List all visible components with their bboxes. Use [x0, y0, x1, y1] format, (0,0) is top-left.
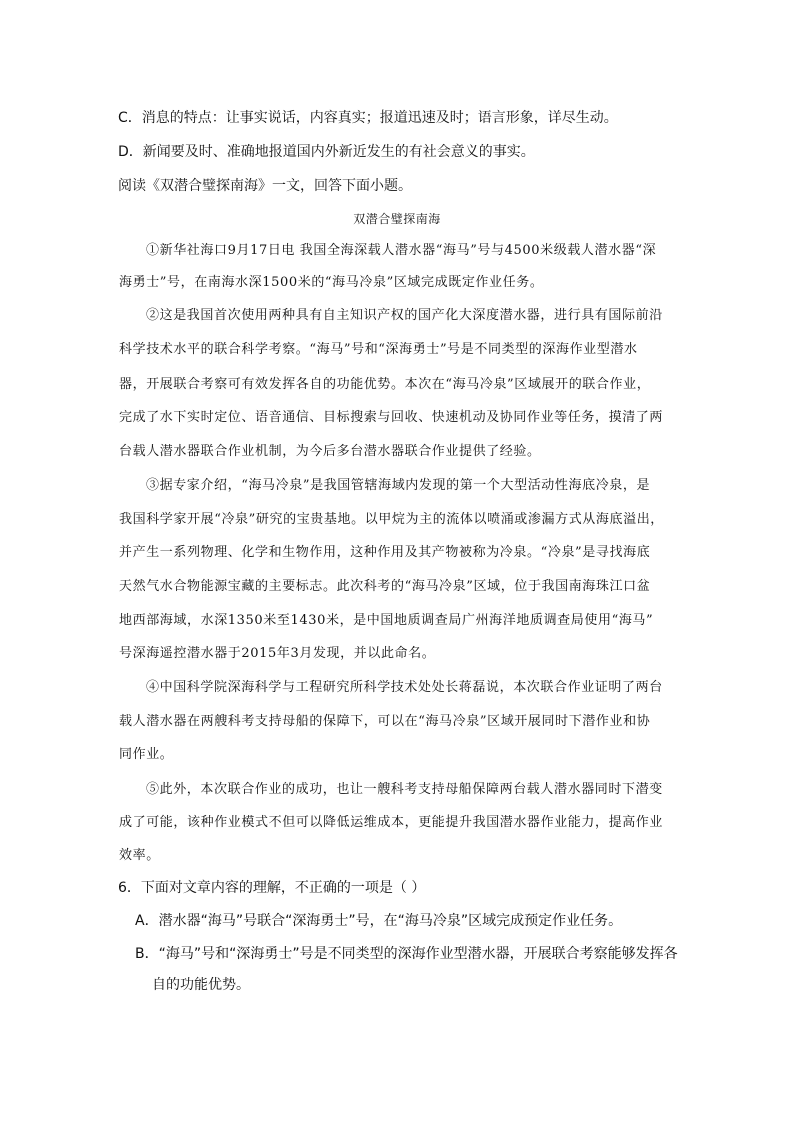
article-line: 效率。 [119, 848, 160, 863]
article-line: 载人潜水器在两艘科考支持母船的保障下，可以在“海马冷泉”区域开展同时下潜作业和协 [119, 714, 651, 729]
article-line: 器，开展联合考察可有效发挥各自的功能优势。本次在“海马冷泉”区域展开的联合作业， [119, 377, 651, 392]
article-line: 地西部海域，水深1350米至1430米，是中国地质调查局广州海洋地质调查局使用“海马” [119, 613, 654, 628]
article-line: ②这是我国首次使用两种具有自主知识产权的国产化大深度潜水器，进行具有国际前沿 [146, 308, 663, 323]
article-line: 同作业。 [119, 747, 174, 762]
article-title: 双潜合璧探南海 [353, 212, 441, 226]
article-line: 台载人潜水器联合作业机制，为今后多台潜水器联合作业提供了经验。 [119, 444, 541, 459]
question-option-b: B．“海马”号和“深海勇士”号是不同类型的深海作业型潜水器，开展联合考察能够发挥各 [135, 946, 678, 962]
article-line: 海勇士”号，在南海水深1500米的“海马冷泉”区域完成既定作业任务。 [119, 275, 544, 290]
article-line: 并产生一系列物理、化学和生物作用，这种作用及其产物被称为冷泉。“冷泉”是寻找海底 [119, 545, 651, 560]
article-line: 我国科学家开展“冷泉”研究的宝贵基地。以甲烷为主的流体以喷涌或渗漏方式从海底溢出， [119, 512, 664, 527]
article-line: ⑤此外，本次联合作业的成功，也让一艘科考支持母船保障两台载人潜水器同时下潜变 [146, 782, 663, 797]
question-stem: 6．下面对文章内容的理解，不正确的一项是（ ） [118, 880, 426, 896]
reading-instruction: 阅读《双潜合璧探南海》一文，回答下面小题。 [118, 178, 412, 194]
article-line: 号深海遥控潜水器于2015年3月发现，并以此命名。 [119, 646, 436, 661]
question-option-b-continued: 自的功能优势。 [152, 977, 250, 993]
option-d: D．新闻要及时、准确地报道国内外新近发生的有社会意义的事实。 [118, 144, 535, 160]
article-line: 天然气水合物能源宝藏的主要标志。此次科考的“海马冷泉”区域，位于我国南海珠江口盆 [119, 579, 651, 594]
option-c: C．消息的特点：让事实说话，内容真实；报道迅速及时；语言形象，详尽生动。 [118, 110, 618, 126]
article-line: 完成了水下实时定位、语音通信、目标搜索与回收、快速机动及协同作业等任务，摸清了两 [119, 410, 664, 425]
article-line: 科学技术水平的联合科学考察。“海马”号和“深海勇士”号是不同类型的深海作业型潜水 [119, 342, 638, 357]
article-line: ④中国科学院深海科学与工程研究所科学技术处处长蒋磊说，本次联合作业证明了两台 [146, 680, 663, 695]
article-line: ③据专家介绍，“海马冷泉”是我国管辖海域内发现的第一个大型活动性海底冷泉，是 [146, 478, 651, 493]
article-line: 成了可能，该种作业模式不但可以降低运维成本，更能提升我国潜水器作业能力，提高作业 [119, 815, 664, 830]
article-line: ①新华社海口9月17日电 我国全海深载人潜水器“海马”号与4500米级载人潜水器“深 [146, 243, 657, 258]
question-option-a: A．潜水器“海马”号联合“深海勇士”号，在“海马冷泉”区域完成预定作业任务。 [135, 913, 623, 929]
